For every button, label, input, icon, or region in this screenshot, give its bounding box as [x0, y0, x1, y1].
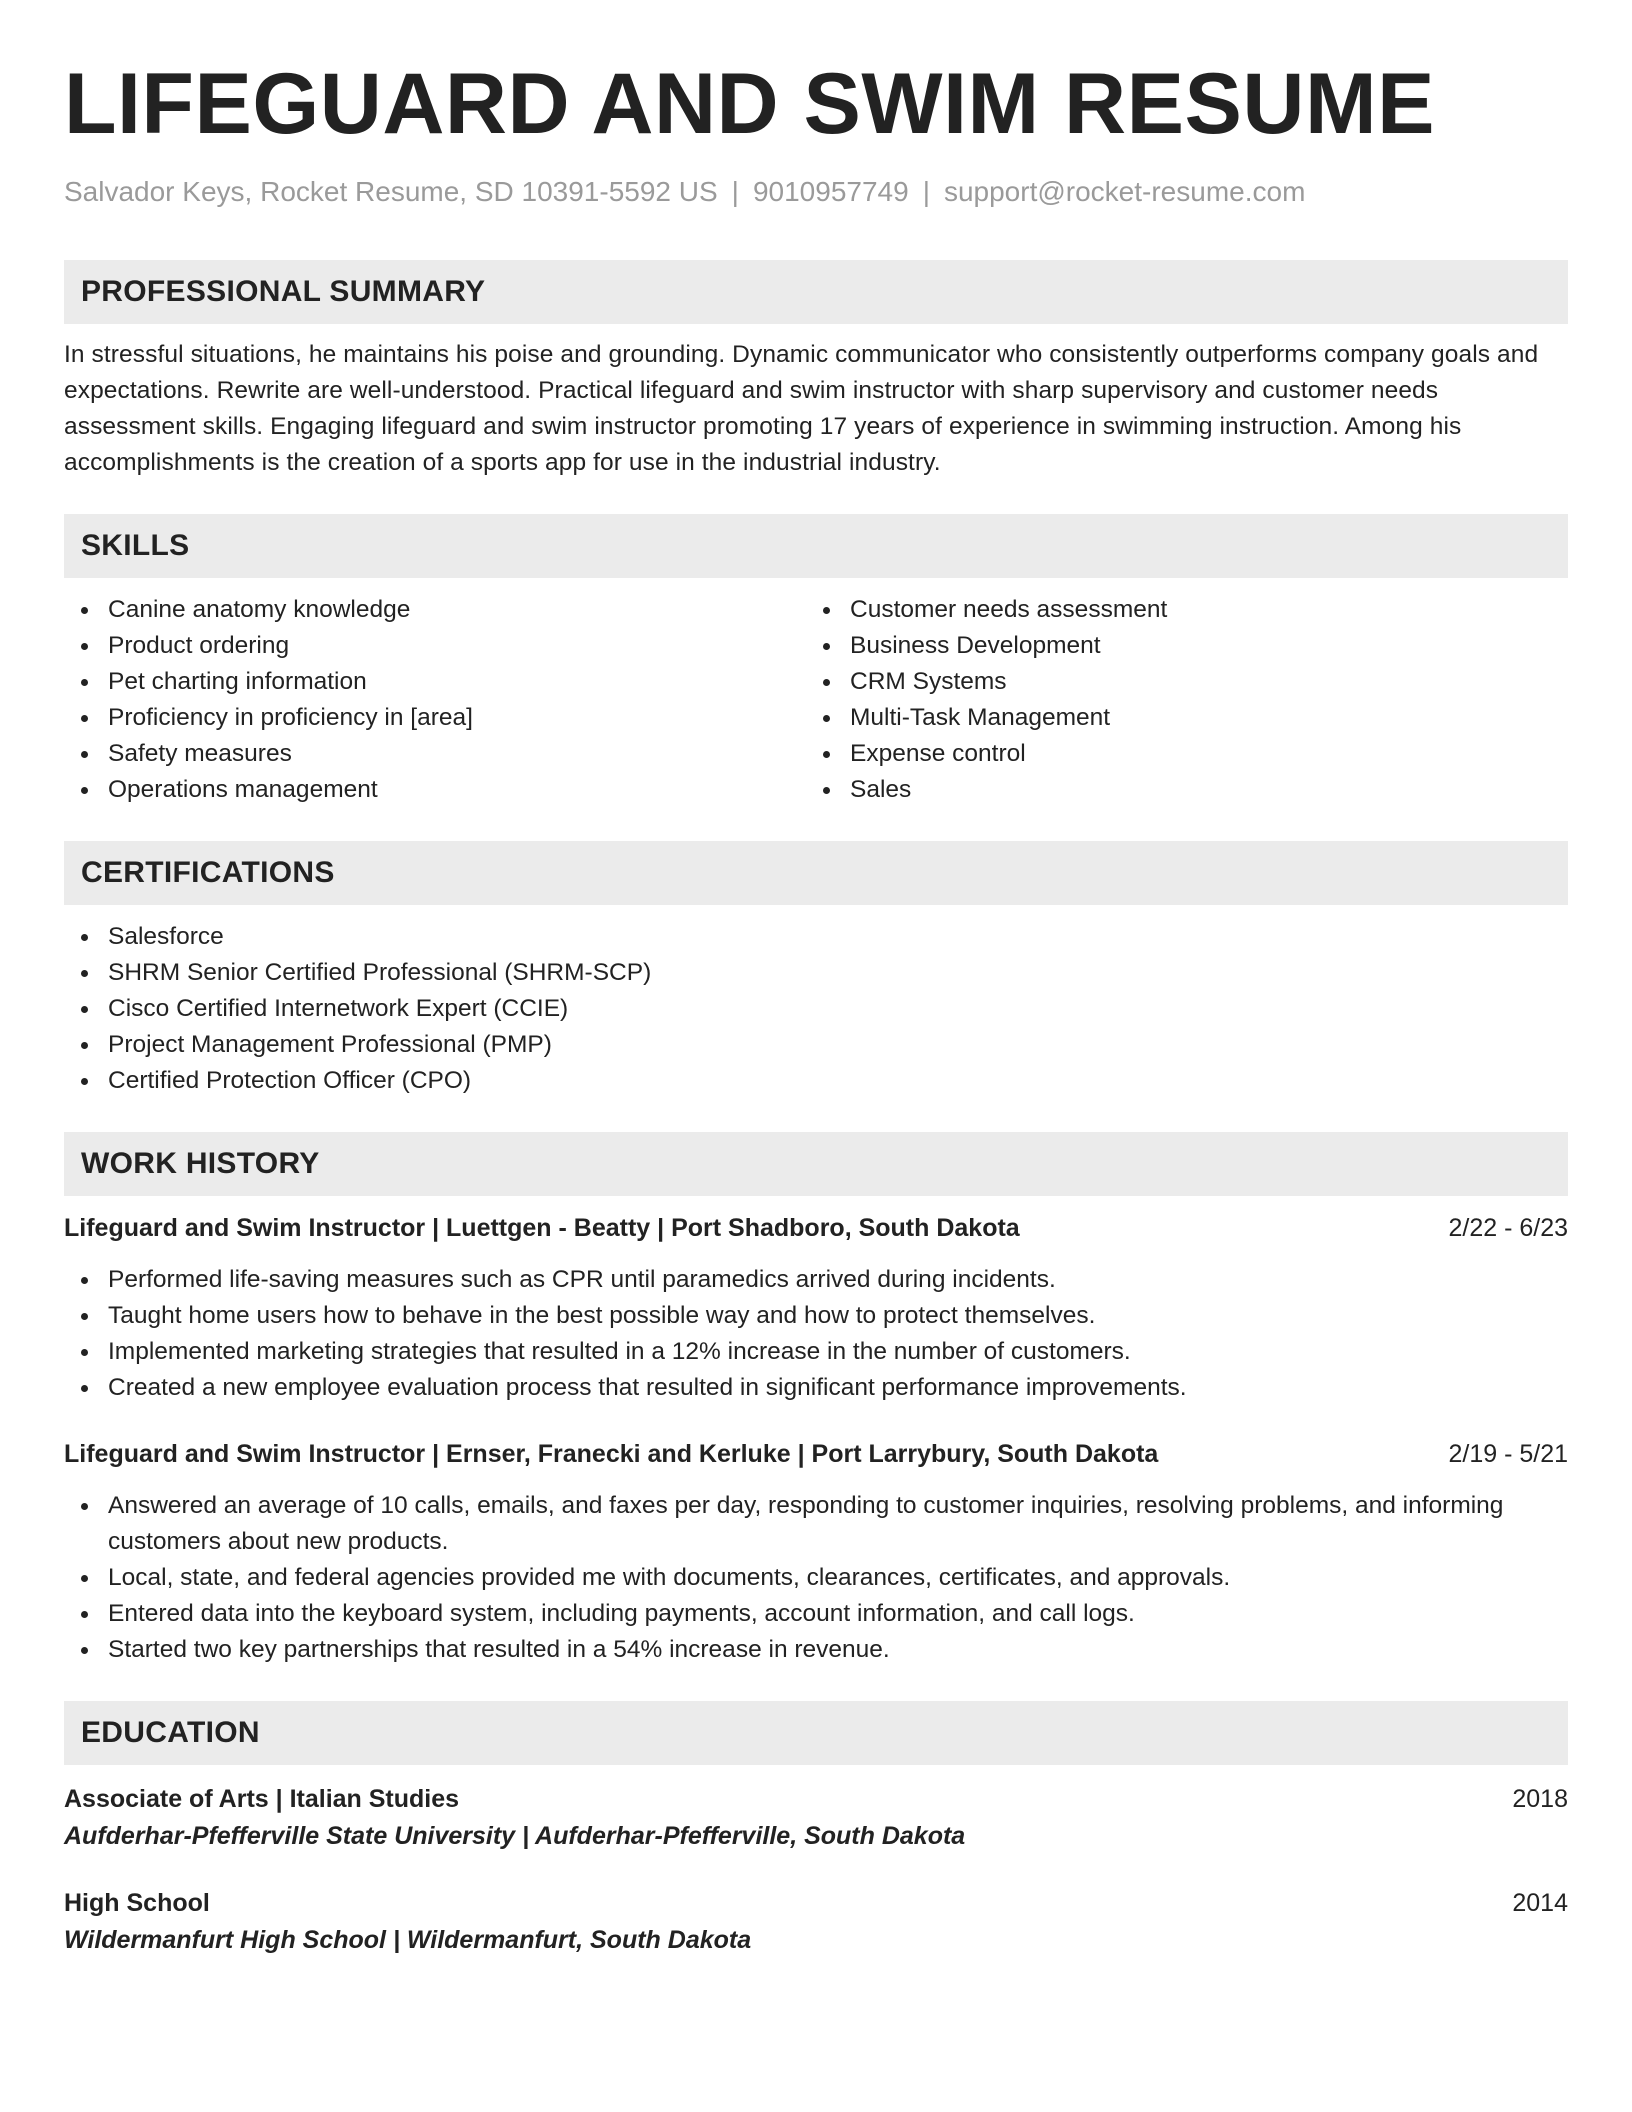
- section-header-education: EDUCATION: [64, 1701, 1568, 1765]
- job-bullet: Started two key partnerships that resulted in a 54% increase in revenue.: [64, 1632, 1568, 1668]
- job-title: Lifeguard and Swim Instructor | Luettgen - Beatty | Port Shadboro, South Dakota: [64, 1214, 1020, 1242]
- job-dates: 2/22 - 6/23: [1448, 1214, 1568, 1242]
- education-entry: [64, 1781, 1568, 1855]
- contact-separator: |: [731, 176, 739, 207]
- education-school: Wildermanfurt High School | Wildermanfurt, South Dakota: [64, 1926, 752, 1954]
- certifications-list: [64, 919, 1568, 1099]
- job-entry: [64, 1210, 1568, 1406]
- education-degree: Associate of Arts | Italian Studies: [64, 1785, 460, 1813]
- contact-address: Salvador Keys, Rocket Resume, SD 10391-5592 US: [64, 176, 718, 207]
- education-heading: [64, 1885, 1568, 1921]
- skill-item: Product ordering: [64, 628, 806, 664]
- certification-item: Cisco Certified Internetwork Expert (CCIE): [64, 991, 1568, 1027]
- section-header-skills: SKILLS: [64, 514, 1568, 578]
- job-bullet: Entered data into the keyboard system, including payments, account information, and call logs.: [64, 1596, 1568, 1632]
- contact-phone: 9010957749: [752, 176, 909, 207]
- certification-item: Project Management Professional (PMP): [64, 1027, 1568, 1063]
- job-bullet: Implemented marketing strategies that resulted in a 12% increase in the number of customers.: [64, 1334, 1568, 1370]
- skill-item: Operations management: [64, 772, 806, 808]
- skill-item: Canine anatomy knowledge: [64, 592, 806, 628]
- education-entry: [64, 1885, 1568, 1959]
- section-header-work-history: WORK HISTORY: [64, 1132, 1568, 1196]
- education-year: 2014: [1512, 1889, 1568, 1917]
- skill-item: Business Development: [806, 628, 1548, 664]
- skills-list: [64, 592, 1568, 808]
- job-entry: [64, 1436, 1568, 1668]
- skill-item: Safety measures: [64, 736, 806, 772]
- job-bullet-list: [64, 1488, 1568, 1668]
- skill-item: Multi-Task Management: [806, 700, 1548, 736]
- job-bullet: Performed life-saving measures such as CPR until paramedics arrived during incidents.: [64, 1262, 1568, 1298]
- certification-item: SHRM Senior Certified Professional (SHRM-SCP): [64, 955, 1568, 991]
- certification-item: Salesforce: [64, 919, 1568, 955]
- resume-title: LIFEGUARD AND SWIM RESUME: [64, 56, 1435, 152]
- job-title: Lifeguard and Swim Instructor | Ernser, Franecki and Kerluke | Port Larrybury, South Dakota: [64, 1440, 1159, 1468]
- education-heading: [64, 1781, 1568, 1817]
- job-bullet: Taught home users how to behave in the best possible way and how to protect themselves.: [64, 1298, 1568, 1334]
- skill-item: Expense control: [806, 736, 1548, 772]
- skill-item: Sales: [806, 772, 1548, 808]
- job-bullet-list: [64, 1262, 1568, 1406]
- job-heading: [64, 1210, 1568, 1246]
- summary-text: In stressful situations, he maintains his poise and grounding. Dynamic communicator who consistently outperforms company goals and expectations. Rewrite are well-understood. Practical lifeguard and swim instructor with sharp supervisory and customer needs assessment skills. Engaging lifeguard and swim instructor promoting 17 years of experience in swimming instruction. Among his accomplishments is the creation of a sports app for use in the industrial industry.: [64, 341, 1539, 476]
- section-header-certifications: CERTIFICATIONS: [64, 841, 1568, 905]
- job-heading: [64, 1436, 1568, 1472]
- certification-item: Certified Protection Officer (CPO): [64, 1063, 1568, 1099]
- skills-column-right: [806, 592, 1548, 808]
- section-header-summary: PROFESSIONAL SUMMARY: [64, 260, 1568, 324]
- job-bullet: Local, state, and federal agencies provided me with documents, clearances, certificates, and approvals.: [64, 1560, 1568, 1596]
- skill-item: Pet charting information: [64, 664, 806, 700]
- job-dates: 2/19 - 5/21: [1448, 1440, 1568, 1468]
- contact-separator: |: [922, 176, 930, 207]
- contact-line: [64, 174, 1568, 210]
- education-school: Aufderhar-Pfefferville State University | Aufderhar-Pfefferville, South Dakota: [64, 1822, 966, 1850]
- job-bullet: Created a new employee evaluation process that resulted in significant performance improvements.: [64, 1370, 1568, 1406]
- job-bullet: Answered an average of 10 calls, emails, and faxes per day, responding to customer inquiries, resolving problems, and informing customers about new products.: [64, 1488, 1568, 1560]
- skill-item: Proficiency in proficiency in [area]: [64, 700, 806, 736]
- skill-item: Customer needs assessment: [806, 592, 1548, 628]
- education-year: 2018: [1512, 1785, 1568, 1813]
- contact-email: support@rocket-resume.com: [943, 176, 1306, 207]
- education-degree: High School: [64, 1889, 210, 1917]
- skill-item: CRM Systems: [806, 664, 1548, 700]
- skills-column-left: [64, 592, 806, 808]
